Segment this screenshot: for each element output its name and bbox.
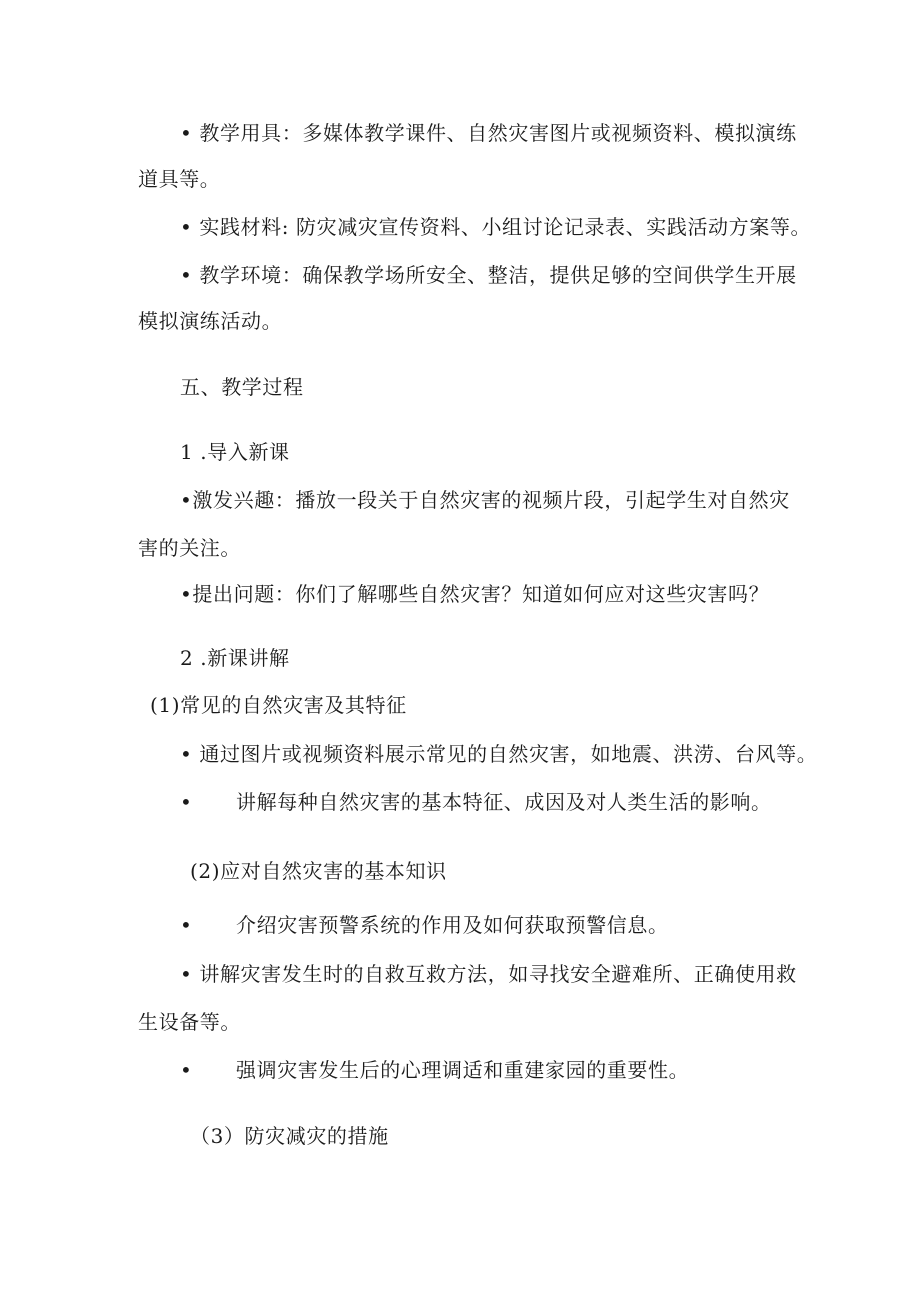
bullet-icon: •	[180, 790, 192, 814]
teaching-tools-line-2: 道具等。	[138, 167, 221, 191]
spark-interest-line-2: 害的关注。	[138, 536, 241, 560]
subsection-one-item-1: • 通过图片或视频资料展示常见的自然灾害，如地震、洪涝、台风等。	[180, 742, 818, 766]
subsection-two-item-3: 强调灾害发生后的心理调适和重建家园的重要性。	[236, 1058, 690, 1082]
subsection-two-item-2-line-2: 生设备等。	[138, 1010, 241, 1034]
pose-question-line: •提出问题：你们了解哪些自然灾害？知道如何应对这些灾害吗？	[180, 582, 770, 606]
teaching-tools-line-1: • 教学用具：多媒体教学课件、自然灾害图片或视频资料、模拟演练	[180, 121, 797, 145]
subsection-two-heading: (2)应对自然灾害的基本知识	[190, 859, 447, 883]
subsection-one-heading: (1)常见的自然灾害及其特征	[150, 693, 407, 717]
section-five-heading: 五、教学过程	[180, 375, 304, 399]
teaching-environment-line-1: • 教学环境：确保教学场所安全、整洁，提供足够的空间供学生开展	[180, 263, 797, 287]
subsection-one-item-2: 讲解每种自然灾害的基本特征、成因及对人类生活的影响。	[236, 790, 772, 814]
subsection-two-item-1: 介绍灾害预警系统的作用及如何获取预警信息。	[236, 913, 669, 937]
part-one-heading: 1 .导入新课	[180, 440, 290, 464]
bullet-icon: •	[180, 913, 192, 937]
bullet-icon: •	[180, 1058, 192, 1082]
subsection-two-item-2-line-1: • 讲解灾害发生时的自救互救方法，如寻找安全避难所、正确使用救	[180, 962, 797, 986]
practice-materials-line: • 实践材料: 防灾减灾宣传资料、小组讨论记录表、实践活动方案等。	[180, 215, 812, 239]
teaching-environment-line-2: 模拟演练活动。	[138, 309, 283, 333]
spark-interest-line-1: •激发兴趣：播放一段关于自然灾害的视频片段，引起学生对自然灾	[180, 488, 790, 512]
subsection-three-heading: （3）防灾减灾的措施	[190, 1124, 389, 1148]
part-two-heading: 2 .新课讲解	[180, 646, 290, 670]
